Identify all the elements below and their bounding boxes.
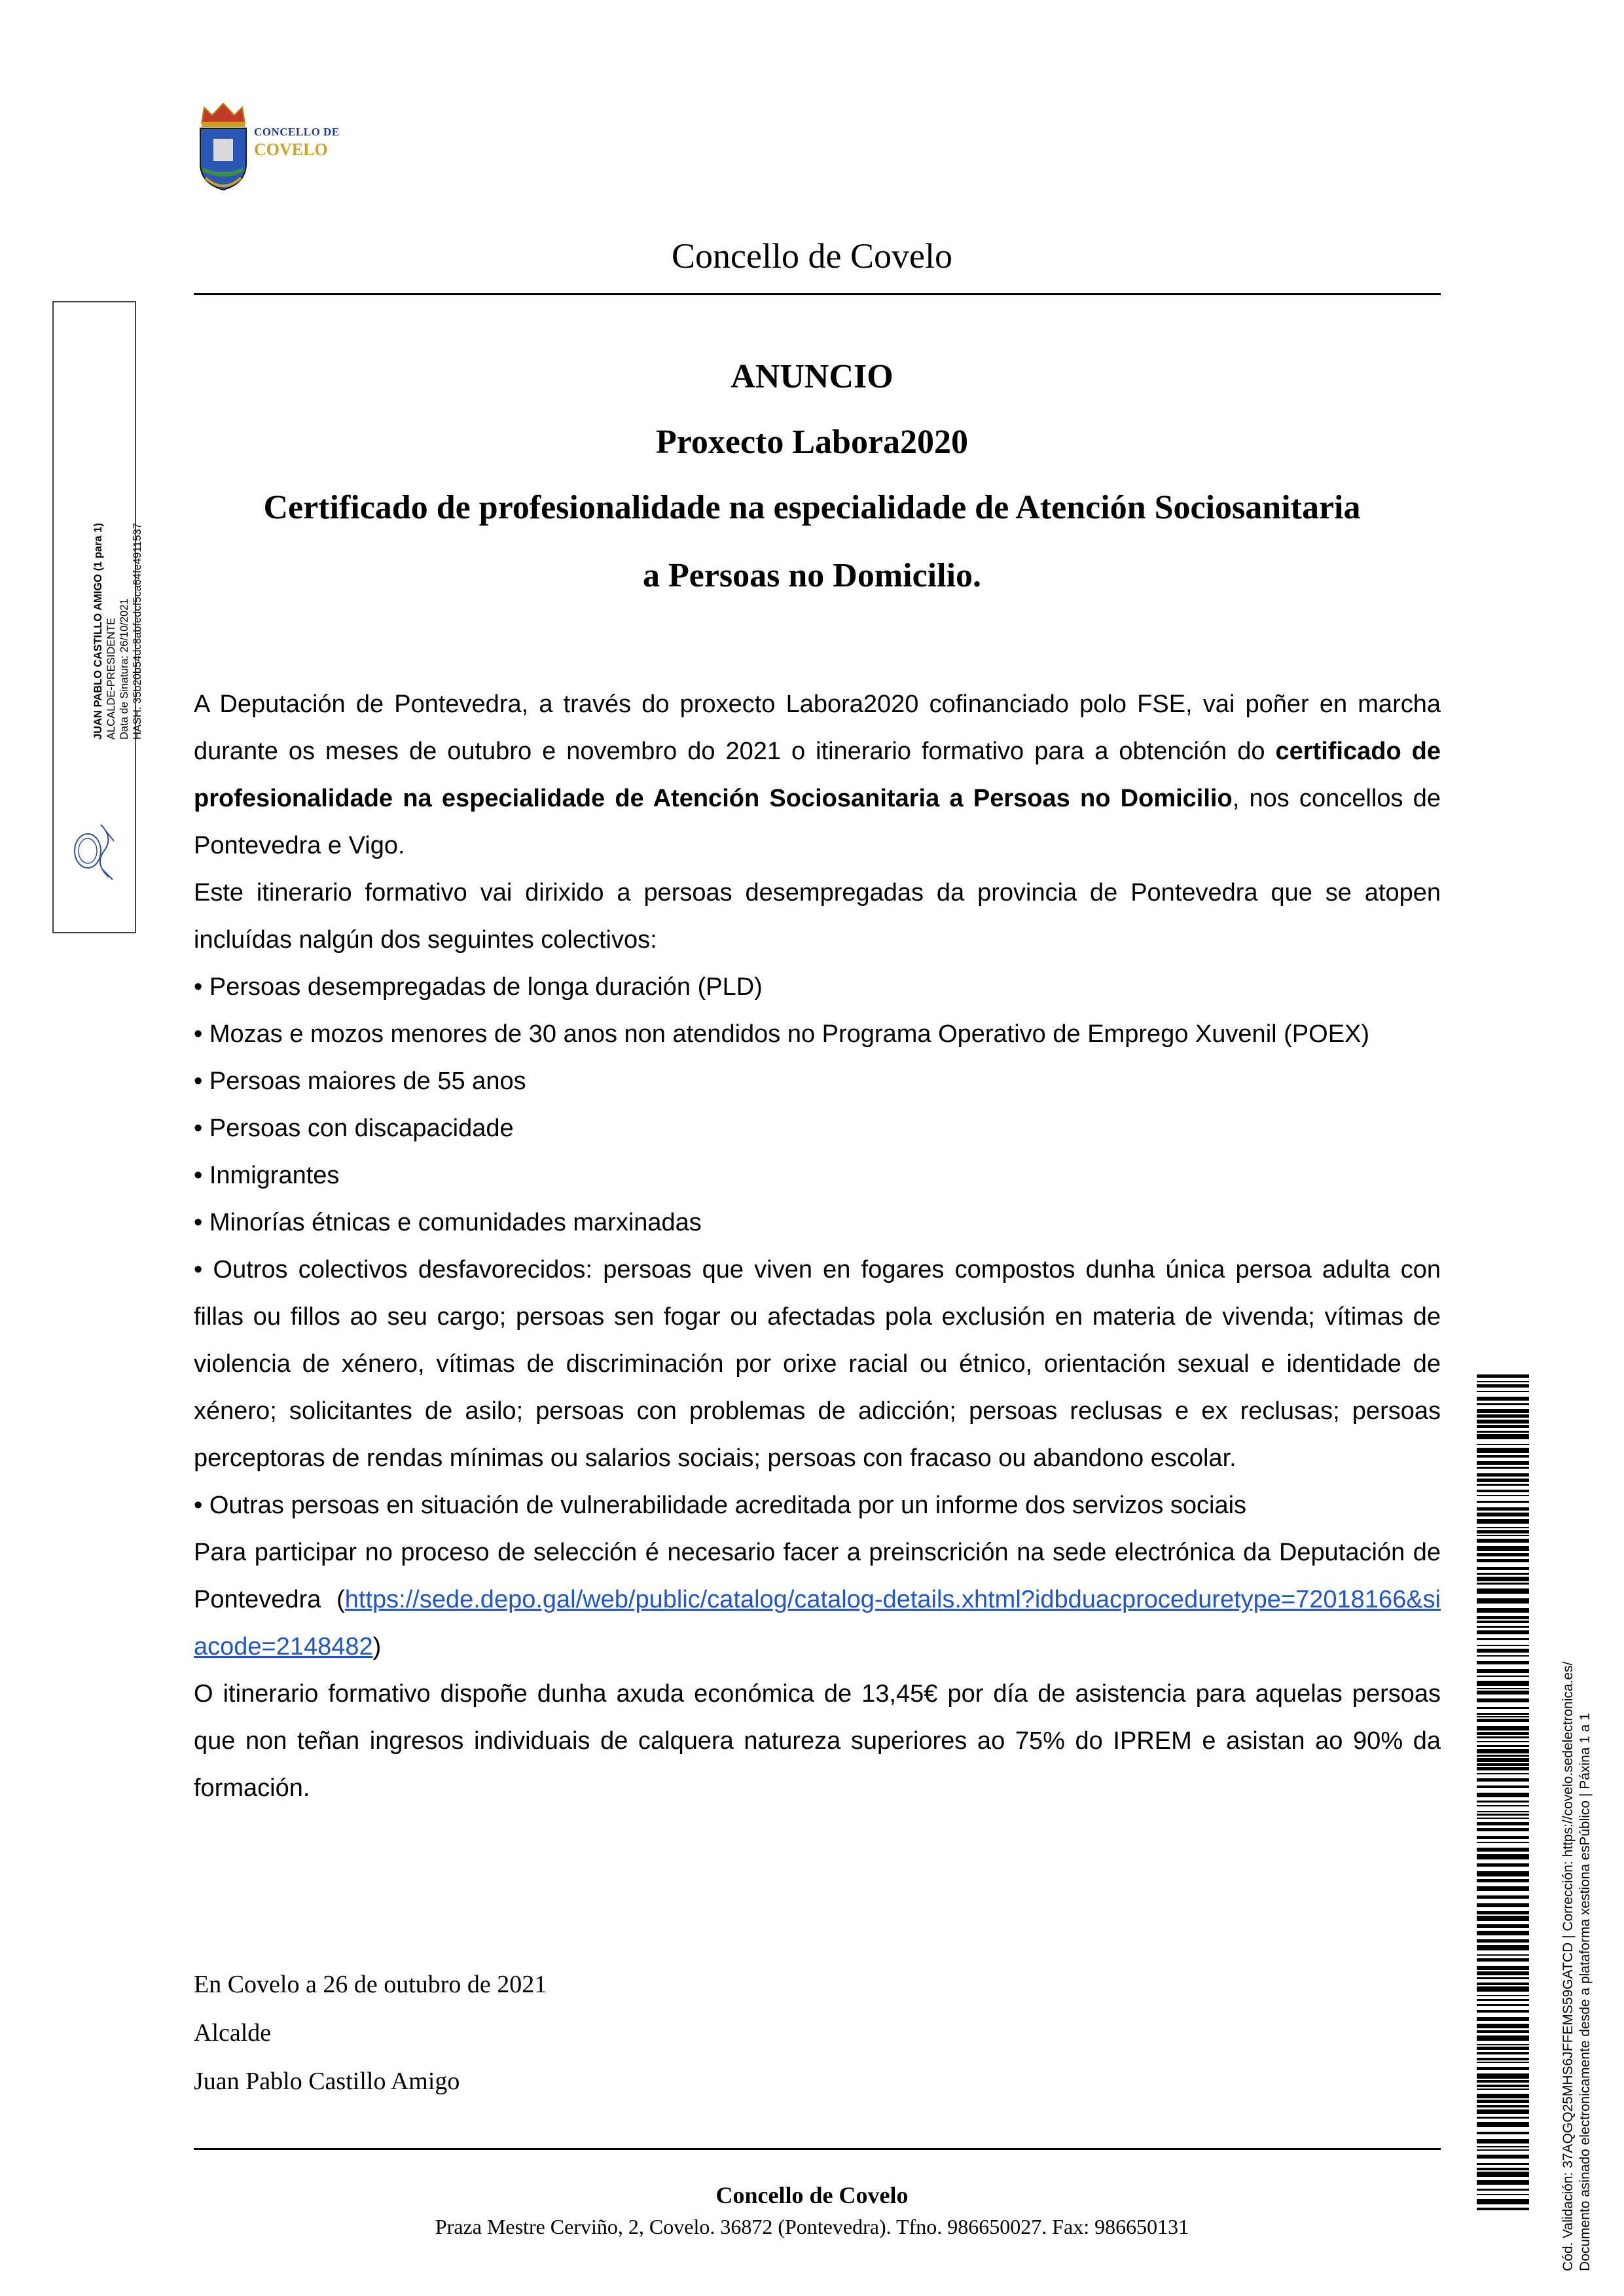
- signer-name: Juan Pablo Castillo Amigo: [194, 2068, 460, 2095]
- signature-hash: HASH: 35b20b54dc8abfedcf5ca64fe4911537: [132, 523, 143, 740]
- certificate-title-line2: a Persoas no Domicilio.: [642, 557, 982, 594]
- concello-logo: [194, 98, 357, 196]
- signature-role: ALCALDE-PRESIDENTE: [105, 617, 117, 740]
- bullet-item: • Persoas maiores de 55 anos: [194, 1067, 526, 1095]
- validation-platform: Documento asinado electronicamente desde a plataforma xestiona esPúblico | Páxina 1 a 1: [1578, 1713, 1593, 2271]
- announcement-body: [194, 681, 1441, 1812]
- registration-link[interactable]: https://sede.depo.gal/web/public/catalog/catalog-details.xhtml?idbduacproceduretype=72018166&siacode=2148482: [194, 1586, 1441, 1660]
- signature-stamp-icon: [68, 812, 123, 890]
- footer-divider: [194, 2148, 1441, 2150]
- logo-text-bottom: COVELO: [254, 140, 328, 159]
- bullet-item: • Outras persoas en situación de vulnerabilidade acreditada por un informe dos servizos sociais: [194, 1492, 1247, 1519]
- intro-text: A Deputación de Pontevedra, a través do proxecto Labora2020 cofinanciado polo FSE, vai poñer en marcha durante os meses de outubro e novembro do 2021 o itinerario formativo para a obtención do: [194, 691, 1441, 765]
- coat-of-arms-icon: [194, 98, 253, 196]
- footer-address: Praza Mestre Cerviño, 2, Covelo. 36872 (Pontevedra). Tfno. 986650027. Fax: 986650131: [435, 2215, 1189, 2238]
- financial-aid-paragraph: O itinerario formativo dispoñe dunha axuda económica de 13,45€ por día de asistencia para aquelas persoas que non teñan ingresos individuais de calquera natureza superiores ao 75% do IPREM e asistan ao 90% da formación.: [194, 1680, 1441, 1802]
- bullet-item: • Persoas con discapacidade: [194, 1115, 514, 1142]
- intro-text-end: , nos concellos de Pontevedra e Vigo.: [194, 785, 1441, 859]
- bullet-item: • Persoas desempregadas de longa duración (PLD): [194, 973, 763, 1001]
- signature-details: [92, 373, 173, 740]
- page-header-title: Concello de Covelo: [672, 236, 952, 276]
- place-date: En Covelo a 26 de outubro de 2021: [194, 1971, 547, 1998]
- footer-organization: Concello de Covelo: [715, 2182, 909, 2208]
- bullet-item: • Inmigrantes: [194, 1162, 340, 1189]
- header-divider: [194, 293, 1441, 295]
- validation-code: Cód. Validación: 37AQGQ25MHS6JFFEMS59GATCD | Corrección: https://covelo.sedelectronica.es/: [1561, 1661, 1576, 2271]
- certificate-title-line1: Certificado de profesionalidade na especialidade de Atención Sociosanitaria: [263, 489, 1361, 526]
- signer-role: Alcalde: [194, 2019, 272, 2047]
- registration-text-end: ): [372, 1633, 382, 1660]
- signature-date: Data de Sinatura: 26/10/2021: [118, 598, 130, 740]
- registration-text: Para participar no proceso de selección é necesario facer a preinscrición na sede electrónica da Deputación de Pontevedra (: [194, 1539, 1441, 1613]
- bullet-item: • Mozas e mozos menores de 30 anos non atendidos no Programa Operativo de Emprego Xuvenil (POEX): [194, 1020, 1370, 1048]
- logo-text-top: CONCELLO DE: [254, 126, 340, 138]
- registration-paragraph: [194, 1529, 1441, 1670]
- closing-block: [194, 1960, 547, 2106]
- validation-info: [1560, 1355, 1594, 2271]
- project-title: Proxecto Labora2020: [655, 423, 969, 461]
- validation-barcode-icon: [1477, 1374, 1529, 2212]
- signature-signer: JUAN PABLO CASTILLO AMIGO (1 para 1): [92, 523, 104, 740]
- bullet-item: • Outros colectivos desfavorecidos: persoas que viven en fogares compostos dunha única persoa adulta con fillas ou fillos ao seu cargo; persoas sen fogar ou afectadas pola exclusión en materia de vivenda; vítimas de violencia de xénero, vítimas de discriminación por orixe racial ou étnico, orientación sexual e identidade de xénero; solicitantes de asilo; persoas con problemas de adicción; persoas reclusas e ex reclusas; persoas perceptoras de rendas mínimas ou salarios sociais; persoas con fracaso ou abandono escolar.: [194, 1256, 1441, 1472]
- intro-paragraph: [194, 681, 1441, 869]
- announcement-heading: ANUNCIO: [731, 358, 893, 395]
- bullet-item: • Minorías étnicas e comunidades marxinadas: [194, 1209, 702, 1236]
- target-paragraph: Este itinerario formativo vai dirixido a persoas desempregadas da provincia de Pontevedra que se atopen incluídas nalgún dos seguintes colectivos:: [194, 879, 1441, 954]
- certificate-name: certificado de profesionalidade na especialidade de Atención Sociosanitaria a Persoas no Domicilio: [194, 738, 1441, 812]
